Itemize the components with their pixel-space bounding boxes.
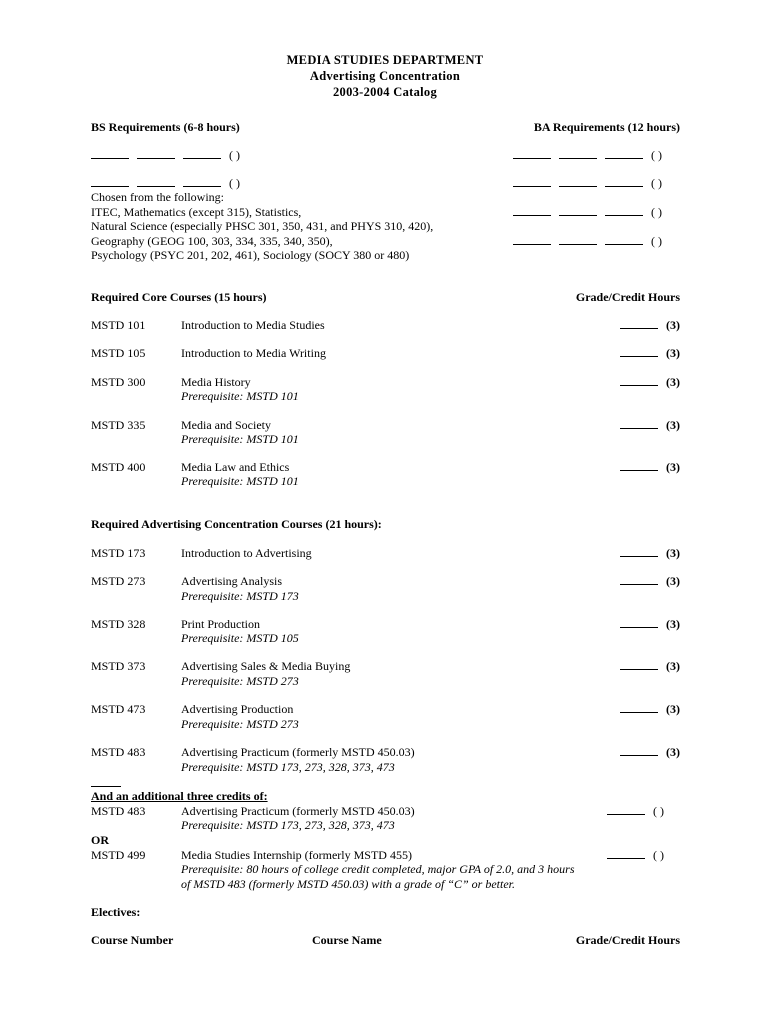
option1-prerequisite: Prerequisite: MSTD 173, 273, 328, 373, 473: [181, 818, 395, 832]
grade-credit: [620, 702, 680, 717]
grade-credit: [620, 418, 680, 433]
course-name: Advertising Sales & Media Buying: [181, 659, 351, 673]
course-code: MSTD 335: [91, 418, 146, 432]
course-code: MSTD 473: [91, 702, 146, 716]
course-prerequisite: Prerequisite: MSTD 101: [181, 432, 299, 446]
course-code: MSTD 105: [91, 346, 146, 360]
ba-blank-row-1: [513, 148, 662, 163]
course-name: Introduction to Advertising: [181, 546, 312, 560]
additional-credits-heading: And an additional three credits of:: [91, 789, 268, 803]
credit-hours: (3): [666, 574, 680, 588]
credit-hours: (3): [666, 617, 680, 631]
course-prerequisite: Prerequisite: MSTD 273: [181, 674, 299, 688]
ba-paren: ( ): [651, 176, 662, 190]
course-prerequisite: Prerequisite: MSTD 273: [181, 717, 299, 731]
course-name: Advertising Analysis: [181, 574, 282, 588]
option1-code: MSTD 483: [91, 804, 146, 818]
option1-name: Advertising Practicum (formerly MSTD 450.03): [181, 804, 415, 818]
course-code: MSTD 300: [91, 375, 146, 389]
course-name: Advertising Practicum (formerly MSTD 450.03): [181, 745, 415, 759]
grade-credit-column-header: Grade/Credit Hours: [575, 933, 680, 947]
credit-hours: (3): [666, 375, 680, 389]
course-name: Media and Society: [181, 418, 271, 432]
course-prerequisite: Prerequisite: MSTD 173, 273, 328, 373, 473: [181, 760, 395, 774]
course-name: Print Production: [181, 617, 261, 631]
option2-code: MSTD 499: [91, 848, 146, 862]
bs-chosen-line: Natural Science (especially PHSC 301, 350, 431, and PHYS 310, 420),: [91, 219, 434, 233]
credit-hours: (3): [666, 418, 680, 432]
grade-credit: [620, 346, 680, 361]
department-title: MEDIA STUDIES DEPARTMENT: [286, 53, 484, 67]
course-name: Media Law and Ethics: [181, 460, 290, 474]
option2-grade: [607, 848, 664, 863]
option1-grade: [607, 804, 664, 819]
course-name: Advertising Production: [181, 702, 294, 716]
option1-paren: ( ): [653, 804, 664, 818]
grade-credit-heading: Grade/Credit Hours: [575, 290, 680, 304]
course-code: MSTD 400: [91, 460, 146, 474]
bs-blank-row-2: [91, 176, 240, 191]
credit-hours: (3): [666, 546, 680, 560]
course-code: MSTD 273: [91, 574, 146, 588]
credit-hours: (3): [666, 346, 680, 360]
grade-credit: [620, 745, 680, 760]
course-prerequisite: Prerequisite: MSTD 101: [181, 474, 299, 488]
course-code: MSTD 328: [91, 617, 146, 631]
grade-credit: [620, 659, 680, 674]
bs-blank-row-1: [91, 148, 240, 163]
credit-hours: (3): [666, 745, 680, 759]
concentration-title: Advertising Concentration: [309, 69, 461, 83]
advertising-courses-heading: Required Advertising Concentration Courses (21 hours):: [91, 517, 382, 531]
bs-chosen-line: Psychology (PSYC 201, 202, 461), Sociology (SOCY 380 or 480): [91, 248, 410, 262]
catalog-year: 2003-2004 Catalog: [332, 85, 438, 99]
grade-credit: [620, 318, 680, 333]
course-number-column-header: Course Number: [91, 933, 174, 947]
course-code: MSTD 173: [91, 546, 146, 560]
course-name-column-header: Course Name: [312, 933, 382, 947]
course-prerequisite: Prerequisite: MSTD 173: [181, 589, 299, 603]
grade-credit: [620, 617, 680, 632]
course-prerequisite: Prerequisite: MSTD 105: [181, 631, 299, 645]
option2-paren: ( ): [653, 848, 664, 862]
grade-credit: [620, 460, 680, 475]
ba-blank-row-2: [513, 176, 662, 191]
course-code: MSTD 101: [91, 318, 146, 332]
bs-paren: ( ): [229, 148, 240, 162]
credit-hours: (3): [666, 659, 680, 673]
electives-heading: Electives:: [91, 905, 141, 919]
course-name: Introduction to Media Writing: [181, 346, 326, 360]
ba-paren: ( ): [651, 234, 662, 248]
bs-requirements-heading: BS Requirements (6-8 hours): [91, 120, 240, 134]
credit-hours: (3): [666, 702, 680, 716]
course-code: MSTD 373: [91, 659, 146, 673]
ba-paren: ( ): [651, 148, 662, 162]
grade-credit: [620, 375, 680, 390]
bs-chosen-line: Geography (GEOG 100, 303, 334, 335, 340, 350),: [91, 234, 333, 248]
bs-chosen-line: ITEC, Mathematics (except 315), Statistics,: [91, 205, 302, 219]
credit-hours: (3): [666, 460, 680, 474]
ba-requirements-heading: BA Requirements (12 hours): [533, 120, 680, 134]
option2-prerequisite-line1: Prerequisite: 80 hours of college credit completed, major GPA of 2.0, and 3 hours: [181, 862, 575, 876]
grade-credit: [620, 546, 680, 561]
ba-paren: ( ): [651, 205, 662, 219]
bs-chosen-line: Chosen from the following:: [91, 190, 224, 204]
course-name: Introduction to Media Studies: [181, 318, 325, 332]
course-name: Media History: [181, 375, 251, 389]
grade-credit: [620, 574, 680, 589]
option2-name: Media Studies Internship (formerly MSTD 455): [181, 848, 412, 862]
course-code: MSTD 483: [91, 745, 146, 759]
option2-prerequisite-line2: of MSTD 483 (formerly MSTD 450.03) with a grade of “C” or better.: [181, 877, 516, 891]
bs-paren: ( ): [229, 176, 240, 190]
ba-blank-row-4: [513, 234, 662, 249]
or-label: OR: [91, 833, 109, 847]
credit-hours: (3): [666, 318, 680, 332]
core-courses-heading: Required Core Courses (15 hours): [91, 290, 267, 304]
course-prerequisite: Prerequisite: MSTD 101: [181, 389, 299, 403]
ba-blank-row-3: [513, 205, 662, 220]
additional-blank: [91, 776, 121, 787]
